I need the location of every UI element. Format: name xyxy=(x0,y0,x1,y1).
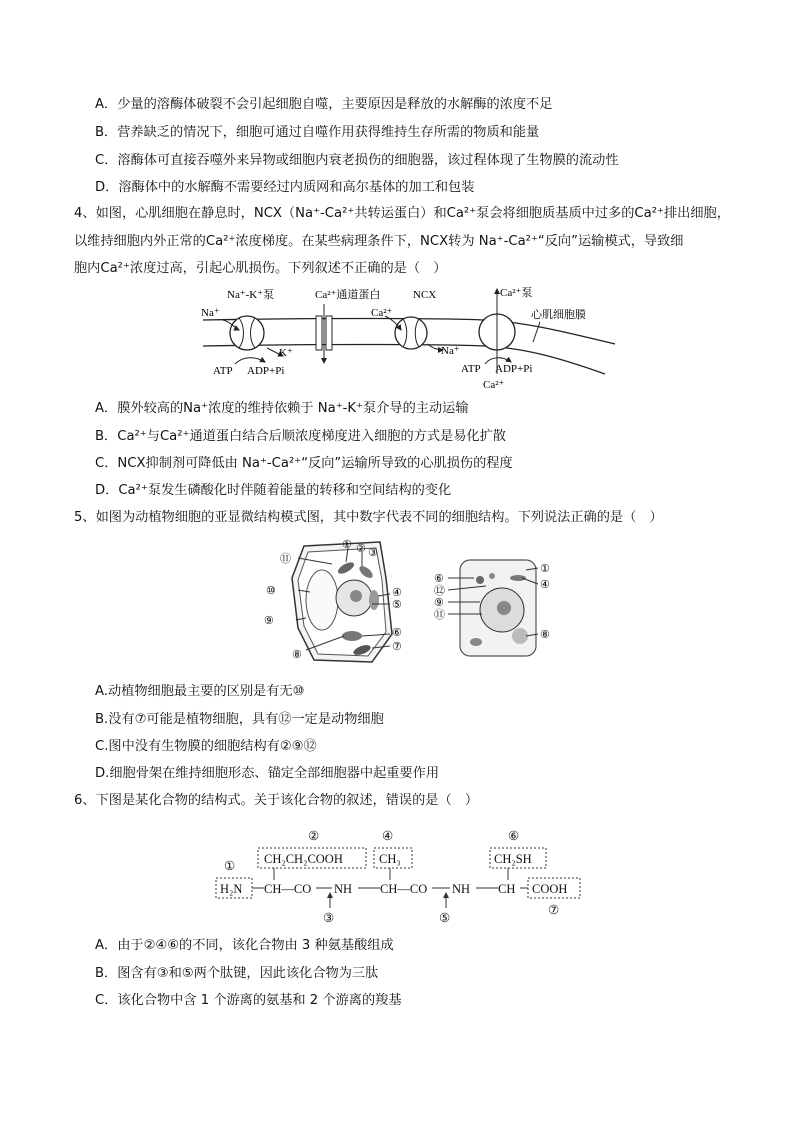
formula-ch-co-1: CH—CO xyxy=(264,882,312,896)
q4-stem-line-2: 以维持细胞内外正常的Ca²⁺浓度梯度。在某些病理条件下，NCX转为 Na⁺-Ca²⁺“反向”运输模式，导致细 xyxy=(74,234,684,249)
plant-cell-figure xyxy=(262,538,422,668)
formula-nh-1: NH xyxy=(334,882,353,896)
plant-label-10: ⑩ xyxy=(266,585,276,597)
animal-label-12: ⑫ xyxy=(434,585,445,597)
plant-label-8: ⑧ xyxy=(292,649,302,661)
q4-option-d: D．Ca²⁺泵发生磷酸化时伴随着能量的转移和空间结构的变化 xyxy=(95,483,452,498)
adp-label-1: ADP+Pi xyxy=(247,365,285,377)
formula-number-3: ③ xyxy=(323,911,335,925)
formula-number-5: ⑤ xyxy=(439,911,451,925)
plant-label-1: ① xyxy=(342,539,352,551)
formula-number-2: ② xyxy=(308,829,320,843)
q3-option-a: A．少量的溶酶体破裂不会引起细胞自噬，主要原因是释放的水解酶的浓度不足 xyxy=(95,97,553,112)
q5-option-d: D.细胞骨架在维持细胞形态、锚定全部细胞器中起重要作用 xyxy=(95,766,440,781)
plant-label-7: ⑦ xyxy=(392,641,402,653)
animal-label-8: ⑧ xyxy=(540,629,550,641)
plant-label-6: ⑥ xyxy=(392,627,402,639)
ca-bottom-label: Ca²⁺ xyxy=(483,379,505,391)
q5-option-b: B.没有⑦可能是植物细胞，具有⑫一定是动物细胞 xyxy=(95,712,384,727)
q4-option-a: A．膜外较高的Na⁺浓度的维持依赖于 Na⁺-K⁺泵介导的主动运输 xyxy=(95,401,469,416)
na-k-pump-label: Na⁺-K⁺泵 xyxy=(227,289,275,301)
formula-number-6: ⑥ xyxy=(508,829,520,843)
na-left-label: Na⁺ xyxy=(201,307,220,319)
plant-label-3: ③ xyxy=(368,547,378,559)
r-group-3: CH₂SH xyxy=(494,852,532,866)
ca-ncx-label: Ca²⁺ xyxy=(371,307,393,319)
q3-option-c: C．溶酶体可直接吞噬外来异物或细胞内衰老损伤的细胞器，该过程体现了生物膜的流动性 xyxy=(95,153,619,168)
formula-number-4: ④ xyxy=(382,829,394,843)
q4-option-b: B．Ca²⁺与Ca²⁺通道蛋白结合后顺浓度梯度进入细胞的方式是易化扩散 xyxy=(95,429,506,444)
adp-label-2: ADP+Pi xyxy=(495,363,533,375)
animal-label-9: ⑨ xyxy=(434,597,444,609)
animal-cell-figure xyxy=(430,556,564,660)
formula-number-7: ⑦ xyxy=(548,903,560,917)
q5-stem: 5、如图为动植物细胞的亚显微结构模式图，其中数字代表不同的细胞结构。下列说法正确的是（ ） xyxy=(74,510,663,525)
formula-ch-3: CH xyxy=(498,882,516,896)
membrane-transport-figure xyxy=(195,282,635,394)
q6-stem: 6、下图是某化合物的结构式。关于该化合物的叙述，错误的是（ ） xyxy=(74,793,479,808)
r-group-2: CH₃ xyxy=(379,852,401,866)
animal-label-6: ⑥ xyxy=(434,573,444,585)
q5-option-c: C.图中没有生物膜的细胞结构有②⑨⑫ xyxy=(95,739,317,754)
ncx-label: NCX xyxy=(413,289,437,301)
q6-option-c: C．该化合物中含 1 个游离的氨基和 2 个游离的羧基 xyxy=(95,993,402,1008)
carboxyl-group: COOH xyxy=(532,882,568,896)
atp-label-2: ATP xyxy=(461,363,481,375)
ca-channel-label: Ca²⁺通道蛋白 xyxy=(315,289,381,301)
q4-stem-line-3: 胞内Ca²⁺浓度过高，引起心肌损伤。下列叙述不正确的是（ ） xyxy=(74,261,447,276)
plant-label-2: ② xyxy=(356,543,366,555)
r-group-1: CH₂CH₂COOH xyxy=(264,852,343,866)
plant-label-5: ⑤ xyxy=(392,599,402,611)
k-label: K⁺ xyxy=(279,347,293,359)
q4-option-c: C．NCX抑制剂可降低由 Na⁺-Ca²⁺“反向”运输所导致的心肌损伤的程度 xyxy=(95,456,513,471)
amino-group: H₂N xyxy=(220,882,243,896)
plant-label-4: ④ xyxy=(392,587,402,599)
chemical-formula-figure xyxy=(212,822,588,926)
plant-label-11: ⑪ xyxy=(280,553,291,565)
ca-pump-label: Ca²⁺泵 xyxy=(500,287,533,299)
atp-label-1: ATP xyxy=(213,365,233,377)
plant-label-9: ⑨ xyxy=(264,615,274,627)
formula-number-1: ① xyxy=(224,859,236,873)
q3-option-b: B．营养缺乏的情况下，细胞可通过自噬作用获得维持生存所需的物质和能量 xyxy=(95,125,540,140)
na-ncx-label: Na⁺ xyxy=(441,345,460,357)
membrane-label: 心肌细胞膜 xyxy=(531,309,586,321)
animal-label-11: ⑪ xyxy=(434,609,445,621)
formula-nh-2: NH xyxy=(452,882,471,896)
formula-ch-co-2: CH—CO xyxy=(380,882,428,896)
animal-label-4: ④ xyxy=(540,579,550,591)
q6-option-a: A．由于②④⑥的不同，该化合物由 3 种氨基酸组成 xyxy=(95,938,394,953)
q3-option-d: D．溶酶体中的水解酶不需要经过内质网和高尔基体的加工和包装 xyxy=(95,180,475,195)
q5-option-a: A.动植物细胞最主要的区别是有无⑩ xyxy=(95,684,305,699)
q6-option-b: B．图含有③和⑤两个肽键，因此该化合物为三肽 xyxy=(95,966,379,981)
animal-label-1: ① xyxy=(540,563,550,575)
q4-stem-line-1: 4、如图，心肌细胞在静息时，NCX（Na⁺-Ca²⁺共转运蛋白）和Ca²⁺泵会将细胞质基质中过多的Ca²⁺排出细胞， xyxy=(74,206,730,221)
